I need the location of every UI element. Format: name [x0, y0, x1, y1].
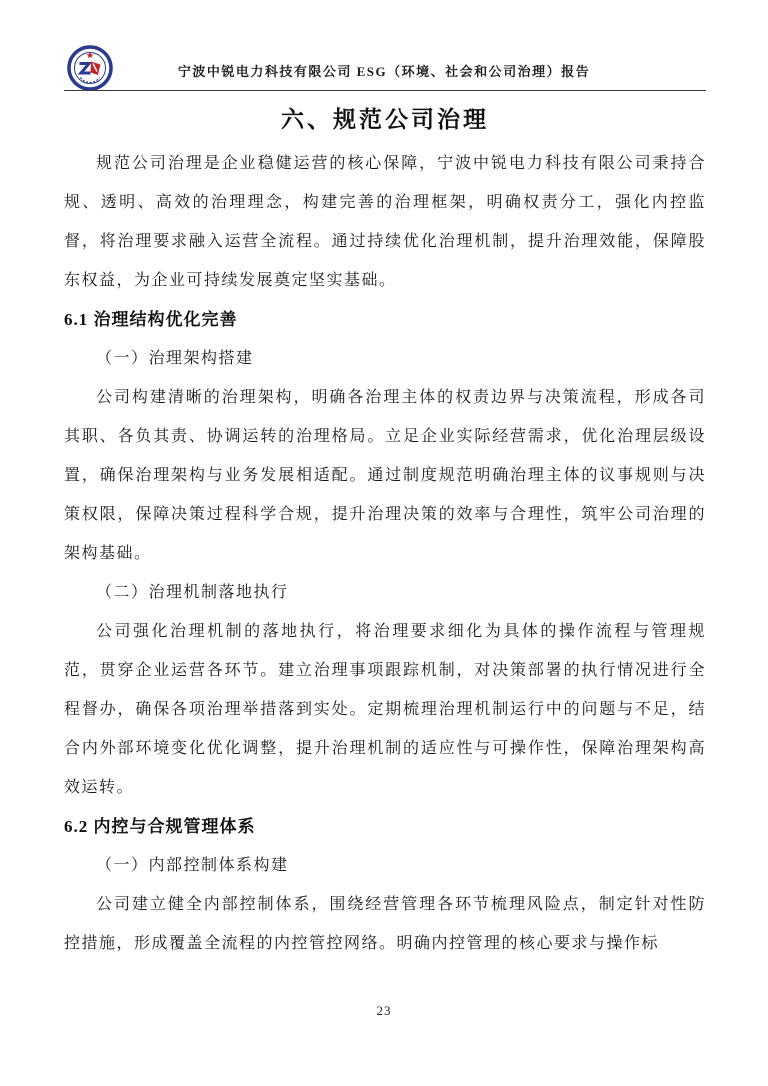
section-heading-6-2: 6.2 内控与合规管理体系	[64, 817, 256, 836]
subsection-heading-governance-structure: （一）治理架构搭建	[96, 350, 254, 367]
intro-paragraph: 规范公司治理是企业稳健运营的核心保障，宁波中锐电力科技有限公司秉持合规、透明、高效的治理理念，构建完善的治理框架，明确权责分工，强化内控监督，将治理要求融入运营全流程。通过持续优化治理机制，提升治理效能，保障股东权益，为企业可持续发展奠定坚实基础。	[64, 155, 706, 289]
paragraph-mechanism-execution: 公司强化治理机制的落地执行，将治理要求细化为具体的操作流程与管理规范，贯穿企业运营各环节。建立治理事项跟踪机制，对决策部署的执行情况进行全程督办，确保各项治理举措落到实处。定期梳理治理机制运行中的问题与不足，结合内外部环境变化优化调整，提升治理机制的适应性与可操作性，保障治理架构高效运转。	[64, 623, 706, 796]
subsection-heading-internal-control: （一）内部控制体系构建	[96, 857, 289, 874]
page-footer	[0, 1002, 768, 1020]
paragraph-governance-structure: 公司构建清晰的治理架构，明确各治理主体的权责边界与决策流程，形成各司其职、各负其责、协调运转的治理格局。立足企业实际经营需求，优化治理层级设置，确保治理架构与业务发展相适配。通过制度规范明确治理主体的议事规则与决策权限，保障决策过程科学合规，提升治理决策的效率与合理性，筑牢公司治理的架构基础。	[64, 389, 706, 562]
chapter-title: 六、规范公司治理	[281, 107, 489, 132]
section-heading-6-1: 6.1 治理结构优化完善	[64, 310, 238, 329]
page-content	[64, 98, 706, 963]
header-divider	[64, 90, 706, 91]
page-number: 23	[376, 1003, 392, 1018]
report-header-title: 宁波中锐电力科技有限公司 ESG（环境、社会和公司治理）报告	[177, 64, 591, 79]
subsection-heading-mechanism-execution: （二）治理机制落地执行	[96, 584, 289, 601]
paragraph-internal-control: 公司建立健全内部控制体系，围绕经营管理各环节梳理风险点，制定针对性防控措施，形成覆盖全流程的内控管控网络。明确内控管理的核心要求与操作标	[64, 896, 706, 952]
